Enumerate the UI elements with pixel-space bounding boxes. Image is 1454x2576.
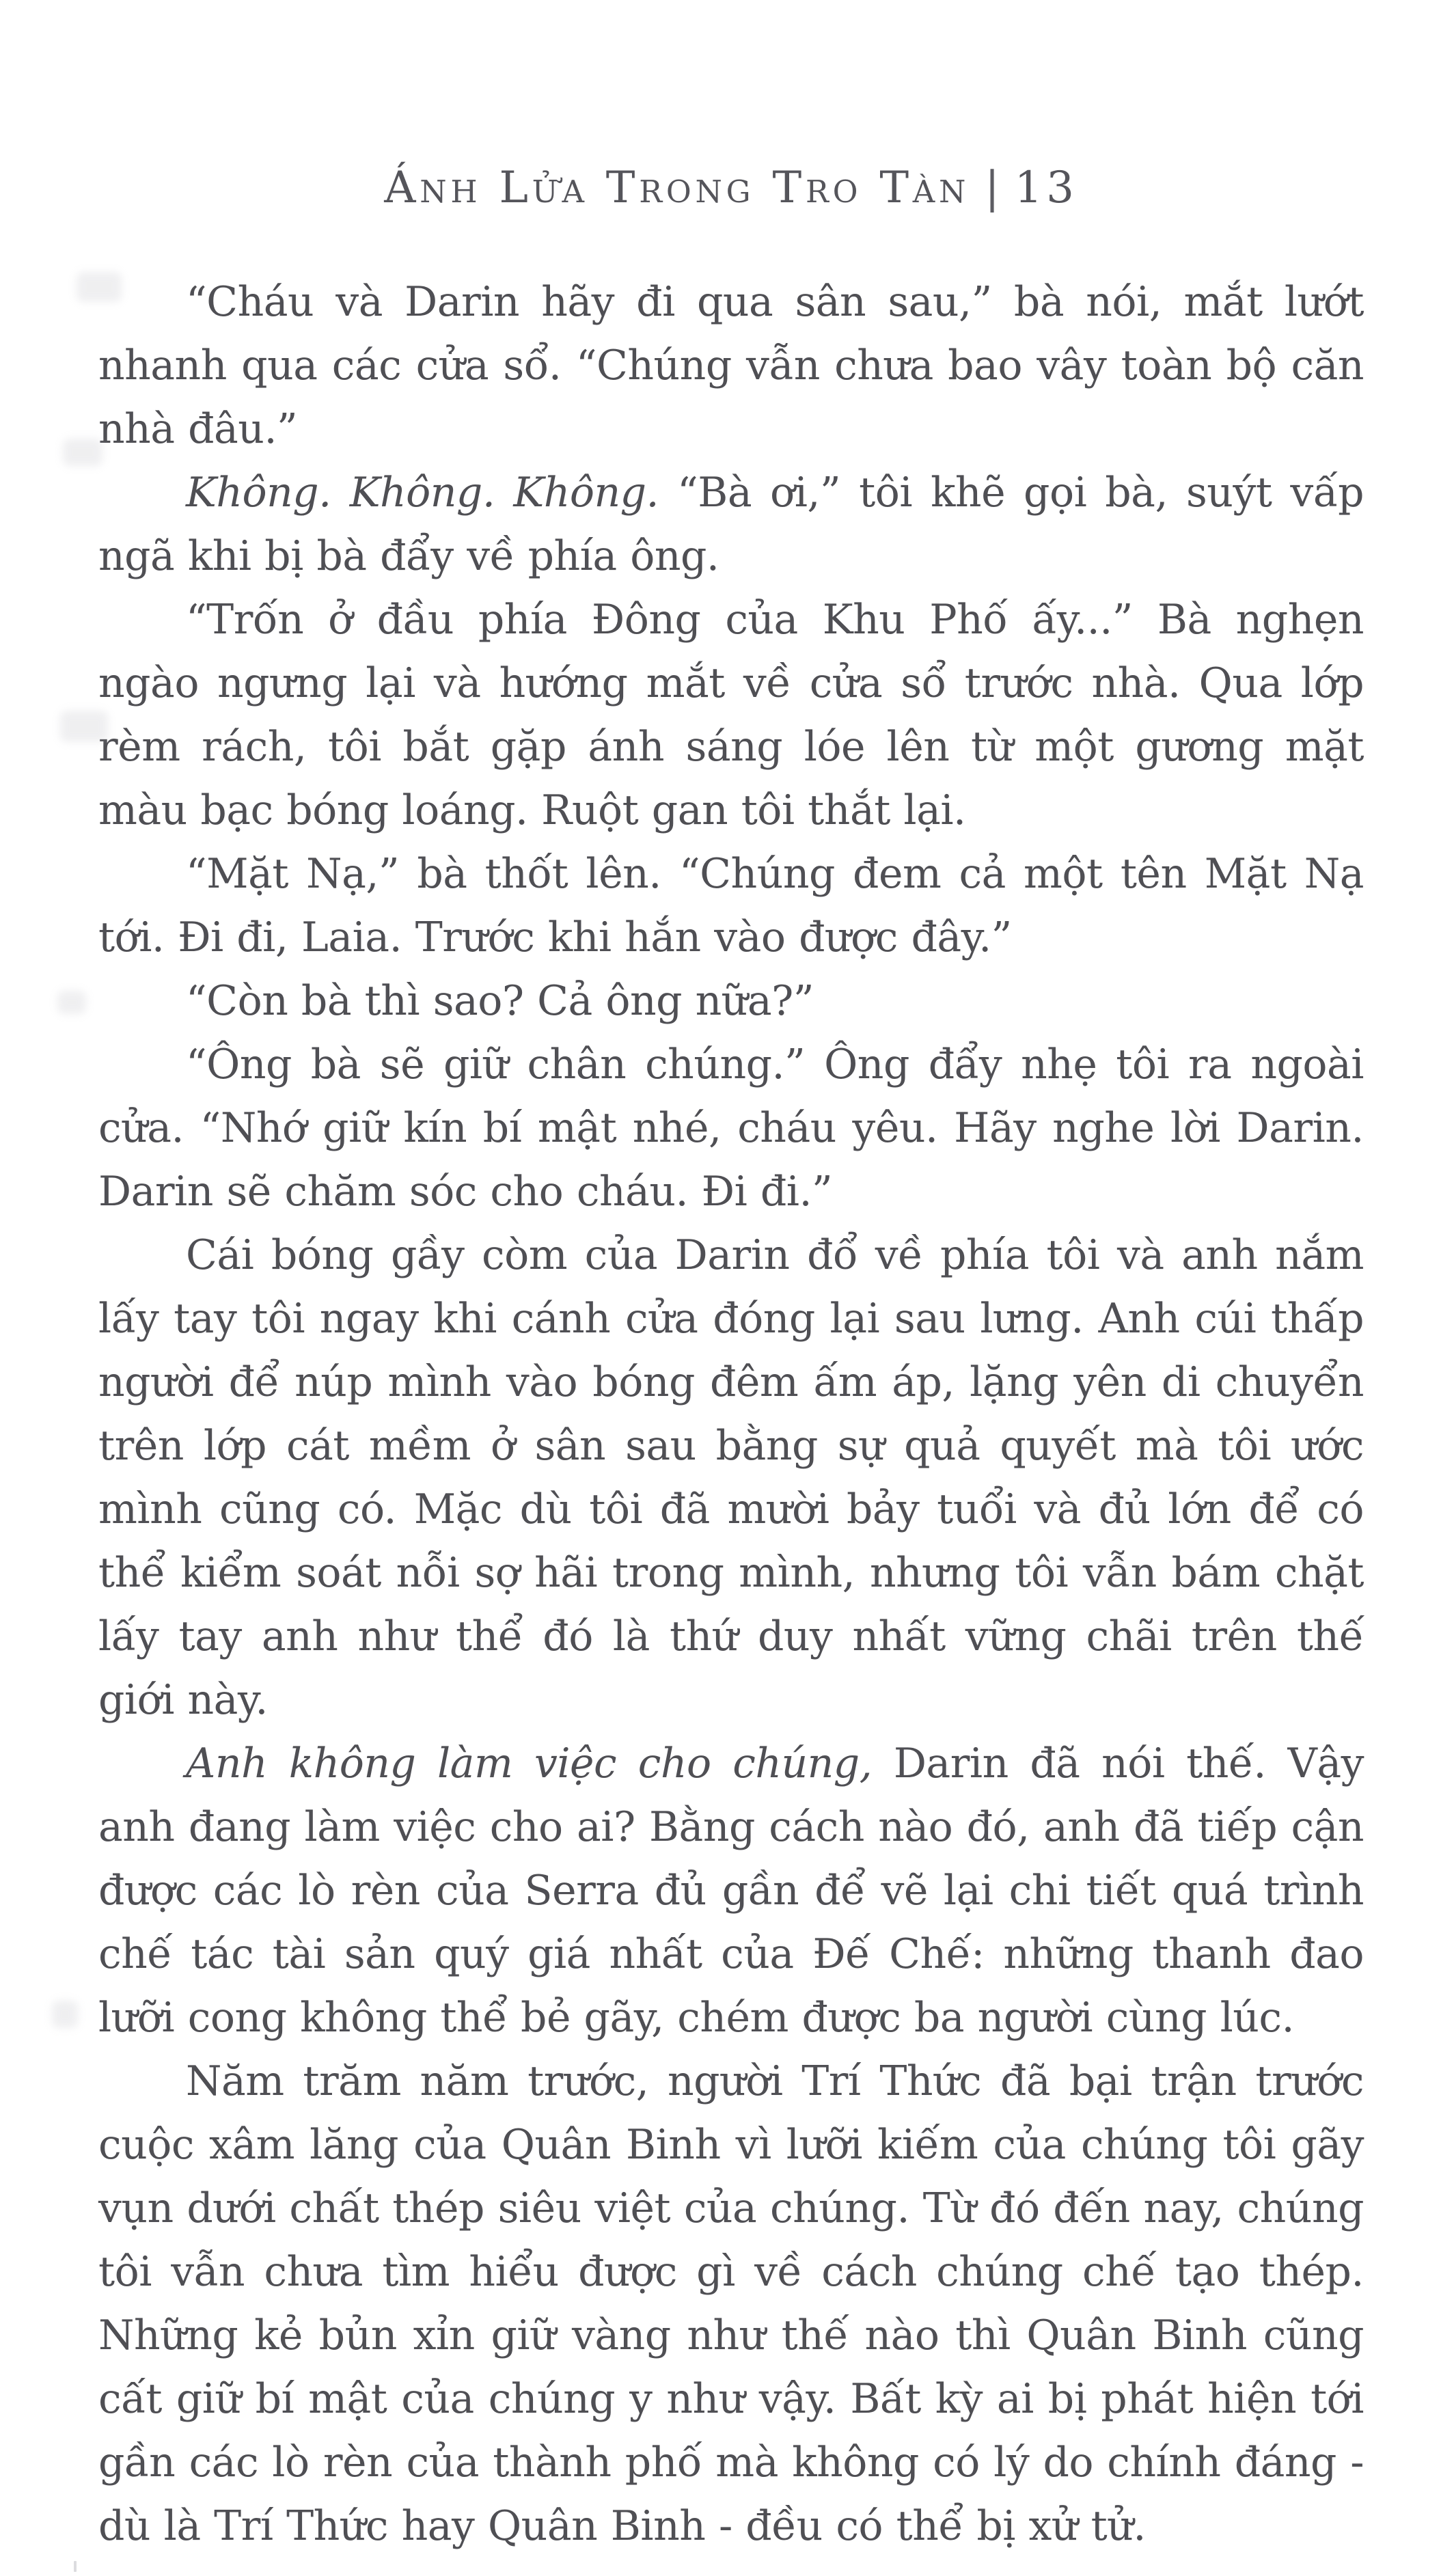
paragraph-7 <box>98 1224 1364 1732</box>
paragraph-2 <box>98 461 1364 588</box>
paragraph-2-text: “Bà ơi,” tôi khẽ gọi bà, suýt vấp ngã khi bị bà đẩy về phía ông. <box>98 469 1364 580</box>
running-title: Ánh Lửa Trong Tro Tàn <box>384 163 970 213</box>
paragraph-6 <box>98 1033 1364 1224</box>
paragraph-3-text: “Trốn ở đầu phía Đông của Khu Phố ấy...” Bà nghẹn ngào ngưng lại và hướng mắt về cửa sổ trước nhà. Qua lớp rèm rách, tôi bắt gặp ánh sáng lóe lên từ một gương mặt màu bạc bóng loáng. Ruột gan tôi thắt lại. <box>98 596 1364 834</box>
paragraph-1 <box>98 271 1364 461</box>
paragraph-9 <box>98 2050 1364 2558</box>
page-number: 13 <box>1014 163 1078 213</box>
page-body <box>98 271 1364 2558</box>
paragraph-3 <box>98 588 1364 842</box>
paragraph-8-italic: Anh không làm việc cho chúng, <box>186 1740 894 1787</box>
page-header <box>98 163 1364 213</box>
paragraph-1-text: “Cháu và Darin hãy đi qua sân sau,” bà nói, mắt lướt nhanh qua các cửa sổ. “Chúng vẫn chưa bao vây toàn bộ căn nhà đâu.” <box>98 278 1364 453</box>
bleed-through-artifact <box>52 2001 78 2028</box>
paragraph-5 <box>98 970 1364 1033</box>
bleed-through-artifact <box>63 439 102 466</box>
paragraph-7-text: Cái bóng gầy còm của Darin đổ về phía tôi và anh nắm lấy tay tôi ngay khi cánh cửa đóng lại sau lưng. Anh cúi thấp người để núp mình vào bóng đêm ấm áp, lặng yên di chuyển trên lớp cát mềm ở sân sau bằng sự quả quyết mà tôi ước mình cũng có. Mặc dù tôi đã mười bảy tuổi và đủ lớn để có thể kiểm soát nỗi sợ hãi trong mình, nhưng tôi vẫn bám chặt lấy tay anh như thể đó là thứ duy nhất vững chãi trên thế giới này. <box>98 1231 1364 1724</box>
paragraph-6-text: “Ông bà sẽ giữ chân chúng.” Ông đẩy nhẹ tôi ra ngoài cửa. “Nhớ giữ kín bí mật nhé, cháu yêu. Hãy nghe lời Darin. Darin sẽ chăm sóc cho cháu. Đi đi.” <box>98 1041 1364 1216</box>
paragraph-4 <box>98 842 1364 970</box>
paragraph-5-text: “Còn bà thì sao? Cả ông nữa?” <box>186 977 814 1025</box>
paragraph-8 <box>98 1732 1364 2050</box>
paragraph-4-text: “Mặt Nạ,” bà thốt lên. “Chúng đem cả một tên Mặt Nạ tới. Đi đi, Laia. Trước khi hắn vào được đây.” <box>98 850 1364 961</box>
bleed-through-artifact <box>77 272 122 302</box>
paragraph-8-text: Darin đã nói thế. Vậy anh đang làm việc cho ai? Bằng cách nào đó, anh đã tiếp cận được các lò rèn của Serra đủ gần để vẽ lại chi tiết quá trình chế tác tài sản quý giá nhất của Đế Chế: những thanh đao lưỡi cong không thể bẻ gãy, chém được ba người cùng lúc. <box>98 1740 1364 2042</box>
paragraph-2-italic: Không. Không. Không. <box>186 469 678 517</box>
header-separator: | <box>985 163 1000 213</box>
bleed-through-artifact <box>57 991 86 1014</box>
scan-edge-artifact <box>74 2561 77 2572</box>
bleed-through-artifact <box>60 711 108 742</box>
paragraph-9-text: Năm trăm năm trước, người Trí Thức đã bại trận trước cuộc xâm lăng của Quân Binh vì lưỡi kiếm của chúng tôi gãy vụn dưới chất thép siêu việt của chúng. Từ đó đến nay, chúng tôi vẫn chưa tìm hiểu được gì về cách chúng chế tạo thép. Những kẻ bủn xỉn giữ vàng như thế nào thì Quân Binh cũng cất giữ bí mật của chúng y như vậy. Bất kỳ ai bị phát hiện tới gần các lò rèn của thành phố mà không có lý do chính đáng - dù là Trí Thức hay Quân Binh - đều có thể bị xử tử. <box>98 2057 1364 2550</box>
